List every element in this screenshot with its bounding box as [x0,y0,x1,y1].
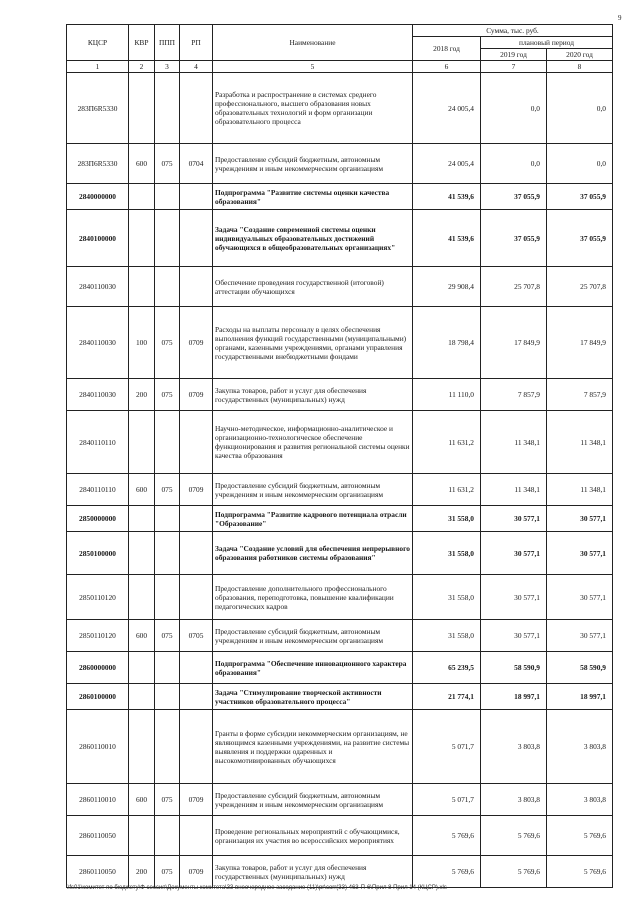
kcsr-cell: 2840110030 [67,307,129,379]
kcsr-cell: 2840000000 [67,184,129,210]
table-row [67,620,613,652]
page-number: 9 [618,14,622,22]
header-kcsr: КЦСР [67,25,129,61]
rp-cell: 0709 [180,474,213,506]
amount-2019-cell: 3 803,8 [481,784,547,816]
name-cell: Предоставление дополнительного профессионального образования, переподготовка, повышение квалификации педагогических кадров [213,575,413,620]
kcsr-cell: 283П6R5330 [67,73,129,144]
table-row [67,73,613,144]
name-cell: Закупка товаров, работ и услуг для обеспечения государственных (муниципальных) нужд [213,856,413,888]
table-row [67,575,613,620]
col-number: 2 [129,61,155,73]
ppp-cell: 075 [155,474,180,506]
amount-2019-cell: 30 577,1 [481,506,547,532]
amount-2019-cell: 0,0 [481,73,547,144]
amount-2018-cell: 11 631,2 [413,411,481,474]
kcsr-cell: 2840110030 [67,267,129,307]
amount-2019-cell: 11 348,1 [481,474,547,506]
name-cell: Расходы на выплаты персоналу в целях обеспечения выполнения функций государственными (муниципальными) органами, казенными учреждениями, органами управления государственными внебюджетными фондами [213,307,413,379]
amount-2019-cell: 30 577,1 [481,575,547,620]
kvr-cell: 200 [129,379,155,411]
ppp-cell: 075 [155,379,180,411]
amount-2018-cell: 11 631,2 [413,474,481,506]
ppp-cell [155,652,180,684]
kvr-cell: 600 [129,620,155,652]
rp-cell [180,816,213,856]
rp-cell [180,411,213,474]
amount-2018-cell: 5 769,6 [413,856,481,888]
rp-cell: 0709 [180,379,213,411]
amount-2020-cell: 5 769,6 [547,856,613,888]
amount-2020-cell: 0,0 [547,73,613,144]
rp-cell [180,506,213,532]
amount-2020-cell: 37 055,9 [547,184,613,210]
name-cell: Подпрограмма "Обеспечение инновационного характера образования" [213,652,413,684]
amount-2020-cell: 18 997,1 [547,684,613,710]
header-2018: 2018 год [413,37,481,61]
rp-cell: 0704 [180,144,213,184]
ppp-cell [155,411,180,474]
kvr-cell: 200 [129,856,155,888]
kcsr-cell: 2850110120 [67,575,129,620]
amount-2020-cell: 0,0 [547,144,613,184]
rp-cell: 0709 [180,784,213,816]
budget-table [66,24,613,888]
name-cell: Задача "Стимулирование творческой активности участников образовательного процесса" [213,684,413,710]
amount-2020-cell: 58 590,9 [547,652,613,684]
header-ppp: ППП [155,25,180,61]
table-row [67,532,613,575]
name-cell: Предоставление субсидий бюджетным, автономным учреждениям и иным некоммерческим организациям [213,784,413,816]
amount-2018-cell: 65 239,5 [413,652,481,684]
rp-cell [180,267,213,307]
column-number-row [67,61,613,73]
amount-2018-cell: 21 774,1 [413,684,481,710]
amount-2019-cell: 30 577,1 [481,532,547,575]
ppp-cell [155,267,180,307]
kcsr-cell: 2850110120 [67,620,129,652]
rp-cell [180,684,213,710]
table-row [67,506,613,532]
header-name: Наименование [213,25,413,61]
kvr-cell [129,532,155,575]
rp-cell [180,710,213,784]
name-cell: Задача "Создание условий для обеспечения непрерывного образования работников системы образования" [213,532,413,575]
table-row [67,710,613,784]
amount-2019-cell: 11 348,1 [481,411,547,474]
ppp-cell: 075 [155,856,180,888]
kvr-cell: 600 [129,144,155,184]
rp-cell [180,652,213,684]
col-number: 8 [547,61,613,73]
amount-2018-cell: 31 558,0 [413,620,481,652]
kvr-cell: 600 [129,474,155,506]
amount-2020-cell: 37 055,9 [547,210,613,267]
ppp-cell [155,506,180,532]
amount-2018-cell: 31 558,0 [413,575,481,620]
table-row [67,474,613,506]
name-cell: Разработка и распространение в системах среднего профессионального, высшего образования новых образовательных технологий и форм организации образовательного процесса [213,73,413,144]
col-number: 3 [155,61,180,73]
table-body [67,25,613,888]
amount-2020-cell: 5 769,6 [547,816,613,856]
amount-2019-cell: 30 577,1 [481,620,547,652]
ppp-cell: 075 [155,307,180,379]
amount-2019-cell: 17 849,9 [481,307,547,379]
ppp-cell: 075 [155,144,180,184]
amount-2018-cell: 11 110,0 [413,379,481,411]
amount-2018-cell: 41 539,6 [413,210,481,267]
amount-2019-cell: 0,0 [481,144,547,184]
table-row [67,210,613,267]
col-number: 4 [180,61,213,73]
amount-2019-cell: 37 055,9 [481,184,547,210]
amount-2018-cell: 31 558,0 [413,532,481,575]
col-number: 1 [67,61,129,73]
table-row [67,267,613,307]
ppp-cell [155,532,180,575]
amount-2020-cell: 11 348,1 [547,411,613,474]
header-row [67,25,613,37]
amount-2018-cell: 29 908,4 [413,267,481,307]
amount-2020-cell: 30 577,1 [547,532,613,575]
amount-2019-cell: 58 590,9 [481,652,547,684]
amount-2018-cell: 18 798,4 [413,307,481,379]
header-plan-period: плановый период [481,37,613,49]
kcsr-cell: 2860100000 [67,684,129,710]
name-cell: Предоставление субсидий бюджетным, автономным учреждениям и иным некоммерческим организациям [213,474,413,506]
kvr-cell [129,210,155,267]
file-path-footer: \\fs01\комитет по бюджету\Ф сессия\Документы комитета\33 внеочередное заседание (11)\pr\corr(33) 463-П-6\Прил 8 Прил 14 (КЦСР).xls [66,885,447,891]
kvr-cell [129,506,155,532]
rp-cell [180,73,213,144]
table-row [67,307,613,379]
amount-2019-cell: 3 803,8 [481,710,547,784]
ppp-cell [155,210,180,267]
amount-2020-cell: 30 577,1 [547,620,613,652]
ppp-cell [155,575,180,620]
kvr-cell [129,267,155,307]
kcsr-cell: 283П6R5330 [67,144,129,184]
amount-2018-cell: 5 071,7 [413,784,481,816]
amount-2019-cell: 18 997,1 [481,684,547,710]
ppp-cell: 075 [155,784,180,816]
kcsr-cell: 2860110010 [67,710,129,784]
col-number: 7 [481,61,547,73]
kcsr-cell: 2860110010 [67,784,129,816]
name-cell: Подпрограмма "Развитие системы оценки качества образования" [213,184,413,210]
table-row [67,816,613,856]
table-row [67,856,613,888]
col-number: 6 [413,61,481,73]
rp-cell [180,184,213,210]
header-2020: 2020 год [547,49,613,61]
amount-2018-cell: 31 558,0 [413,506,481,532]
amount-2018-cell: 5 769,6 [413,816,481,856]
name-cell: Задача "Создание современной системы оценки индивидуальных образовательных достижений обучающихся в общеобразовательных организациях" [213,210,413,267]
kcsr-cell: 2840110030 [67,379,129,411]
ppp-cell [155,816,180,856]
amount-2019-cell: 5 769,6 [481,816,547,856]
name-cell: Обеспечение проведения государственной (итоговой) аттестации обучающихся [213,267,413,307]
kcsr-cell: 2860000000 [67,652,129,684]
amount-2020-cell: 30 577,1 [547,575,613,620]
kvr-cell: 100 [129,307,155,379]
amount-2019-cell: 5 769,6 [481,856,547,888]
name-cell: Закупка товаров, работ и услуг для обеспечения государственных (муниципальных) нужд [213,379,413,411]
kvr-cell [129,411,155,474]
header-sum: Сумма, тыс. руб. [413,25,613,37]
amount-2018-cell: 24 005,4 [413,144,481,184]
ppp-cell [155,710,180,784]
amount-2020-cell: 25 707,8 [547,267,613,307]
kcsr-cell: 2840100000 [67,210,129,267]
kcsr-cell: 2860110050 [67,856,129,888]
header-2019: 2019 год [481,49,547,61]
kcsr-cell: 2860110050 [67,816,129,856]
kvr-cell [129,816,155,856]
kvr-cell [129,575,155,620]
rp-cell [180,575,213,620]
rp-cell: 0709 [180,307,213,379]
table-row [67,184,613,210]
kcsr-cell: 2850000000 [67,506,129,532]
kvr-cell [129,73,155,144]
amount-2020-cell: 3 803,8 [547,784,613,816]
ppp-cell: 075 [155,620,180,652]
kvr-cell: 600 [129,784,155,816]
kcsr-cell: 2850100000 [67,532,129,575]
rp-cell [180,532,213,575]
kcsr-cell: 2840110110 [67,474,129,506]
table-row [67,784,613,816]
amount-2020-cell: 30 577,1 [547,506,613,532]
amount-2019-cell: 37 055,9 [481,210,547,267]
amount-2020-cell: 3 803,8 [547,710,613,784]
amount-2018-cell: 24 005,4 [413,73,481,144]
rp-cell [180,210,213,267]
table-row [67,411,613,474]
name-cell: Предоставление субсидий бюджетным, автономным учреждениям и иным некоммерческим организациям [213,620,413,652]
table-row [67,144,613,184]
rp-cell: 0709 [180,856,213,888]
ppp-cell [155,73,180,144]
ppp-cell [155,684,180,710]
col-number: 5 [213,61,413,73]
rp-cell: 0705 [180,620,213,652]
amount-2018-cell: 41 539,6 [413,184,481,210]
header-rp: РП [180,25,213,61]
name-cell: Проведение региональных мероприятий с обучающимися, организация их участия во всероссийских мероприятиях [213,816,413,856]
header-kvr: КВР [129,25,155,61]
name-cell: Подпрограмма "Развитие кадрового потенциала отрасли "Образование" [213,506,413,532]
amount-2020-cell: 7 857,9 [547,379,613,411]
table-row [67,684,613,710]
name-cell: Научно-методическое, информационно-аналитическое и организационно-технологическое обеспечение функционирования и развития региональной системы оценки качества образования [213,411,413,474]
kvr-cell [129,684,155,710]
amount-2019-cell: 7 857,9 [481,379,547,411]
kvr-cell [129,184,155,210]
kcsr-cell: 2840110110 [67,411,129,474]
amount-2019-cell: 25 707,8 [481,267,547,307]
ppp-cell [155,184,180,210]
kvr-cell [129,652,155,684]
name-cell: Гранты в форме субсидии некоммерческим организациям, не являющимся казенными учреждениями, на развитие системы выявления и поддержки одаренных и высокомотивированных обучающихся [213,710,413,784]
kvr-cell [129,710,155,784]
table-row [67,652,613,684]
name-cell: Предоставление субсидий бюджетным, автономным учреждениям и иным некоммерческим организациям [213,144,413,184]
table-row [67,379,613,411]
amount-2020-cell: 11 348,1 [547,474,613,506]
amount-2018-cell: 5 071,7 [413,710,481,784]
amount-2020-cell: 17 849,9 [547,307,613,379]
